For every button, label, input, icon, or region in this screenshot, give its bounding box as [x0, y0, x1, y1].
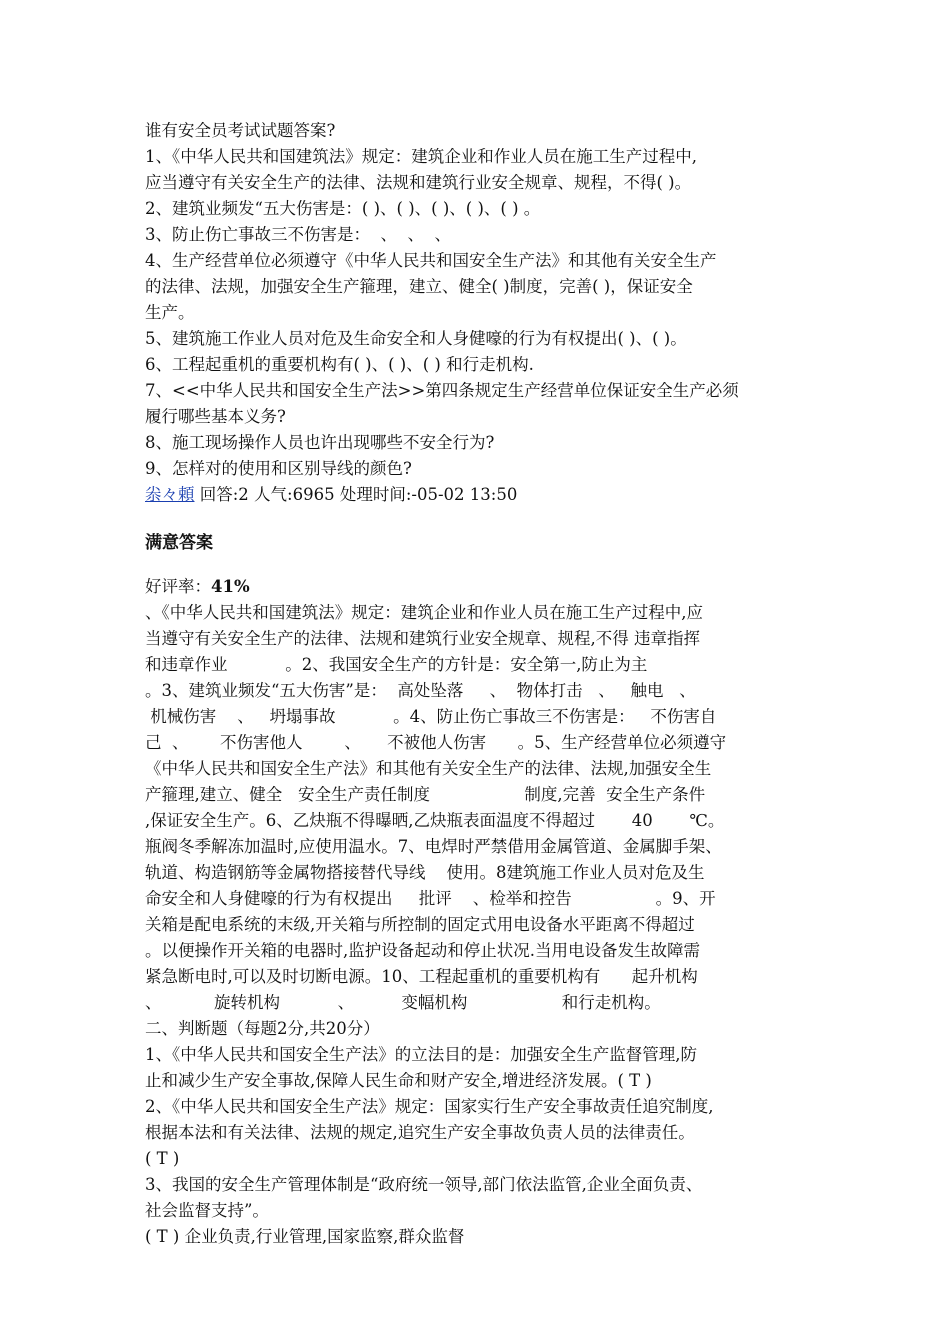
text-line: 。以便操作开关箱的电器时,监护设备起动和停止状况.当用电设备发生故障需	[145, 941, 700, 960]
text-line: ,保证安全生产。6、乙炔瓶不得曝晒,乙炔瓶表面温度不得超过 40 ℃。	[145, 811, 725, 830]
text-line: 3、我国的安全生产管理体制是“政府统一领导,部门依法监管,企业全面负责、	[145, 1175, 703, 1194]
rating-value: 41%	[211, 577, 250, 596]
text-line: 1、《中华人民共和国安全生产法》的立法目的是：加强安全生产监督管理,防	[145, 1045, 697, 1064]
text-line: 3、防止伤亡事故三不伤害是： 、 、 、	[145, 225, 451, 244]
text-line: 8、施工现场操作人员也许出现哪些不安全行为?	[145, 433, 495, 452]
spacer	[145, 556, 815, 574]
text-line: 应当遵守有关安全生产的法律、法规和建筑行业安全规章、规程，不得( )。	[145, 173, 692, 192]
text-line: 《中华人民共和国安全生产法》和其他有关安全生产的法律、法规,加强安全生	[145, 759, 712, 778]
text-line: 社会监督支持”。	[145, 1201, 269, 1220]
text-line: ( T )	[145, 1149, 180, 1168]
text-line: 5、建筑施工作业人员对危及生命安全和人身健嚎的行为有权提出( )、( )。	[145, 329, 687, 348]
text-line: 止和减少生产安全事故,保障人民生命和财产安全,增进经济发展。( T )	[145, 1071, 652, 1090]
text-line: 二、判断题（每题2分,共20分）	[145, 1019, 380, 1038]
user-link[interactable]: 尜々頼	[145, 485, 195, 504]
text-line: 己 、 不伤害他人 、 不被他人伤害 。5、生产经营单位必须遵守	[145, 733, 727, 752]
text-line: 产箍理,建立、健全 安全生产责任制度 制度,完善 安全生产条件	[145, 785, 706, 804]
answer-body	[145, 600, 815, 1250]
text-line: 轨道、构造钢筋等金属物搭接替代导线 使用。8建筑施工作业人员对危及生	[145, 863, 705, 882]
text-line: 履行哪些基本义务?	[145, 407, 286, 426]
text-line: 当遵守有关安全生产的法律、法规和建筑行业安全规章、规程,不得 违章指挥	[145, 629, 700, 648]
text-line: 9、怎样对的使用和区别导线的颜色?	[145, 459, 412, 478]
text-line: 关箱是配电系统的末级,开关箱与所控制的固定式用电设备水平距离不得超过	[145, 915, 695, 934]
text-line: 7、<<中华人民共和国安全生产法>>第四条规定生产经营单位保证安全生产必须	[145, 381, 739, 400]
text-line: 瓶阀冬季解冻加温时,应使用温水。7、电焊时严禁借用金属管道、金属脚手架、	[145, 837, 722, 856]
text-line: 生产。	[145, 303, 195, 322]
text-line: 紧急断电时,可以及时切断电源。10、工程起重机的重要机构有 起升机构	[145, 967, 698, 986]
text-line: 、 旋转机构 、 变幅机构 和行走机构。	[145, 993, 661, 1012]
question-meta	[145, 482, 815, 508]
question-body	[145, 144, 815, 482]
text-line: 、《中华人民共和国建筑法》规定：建筑企业和作业人员在施工生产过程中,应	[145, 603, 703, 622]
text-line: 根据本法和有关法律、法规的规定,追究生产安全事故负责人员的法律责任。	[145, 1123, 695, 1142]
document-page	[145, 118, 815, 1250]
text-line: 6、工程起重机的重要机构有( )、( )、( ) 和行走机构.	[145, 355, 534, 374]
text-line: 机械伤害 、 坍塌事故 。4、防止伤亡事故三不伤害是： 不伤害自	[145, 707, 717, 726]
rating-label: 好评率：	[145, 577, 211, 596]
rating-line	[145, 574, 815, 600]
text-line: 1、《中华人民共和国建筑法》规定：建筑企业和作业人员在施工生产过程中,	[145, 147, 697, 166]
question-title: 谁有安全员考试试题答案?	[145, 121, 336, 140]
text-line: 和违章作业 。2、我国安全生产的方针是：安全第一,防止为主	[145, 655, 648, 674]
text-line: 4、生产经营单位必须遵守《中华人民共和国安全生产法》和其他有关安全生产	[145, 251, 717, 270]
text-line: 的法律、法规，加强安全生产箍理，建立、健全( )制度，完善( )，保证安全	[145, 277, 693, 296]
text-line: ( T ) 企业负责,行业管理,国家监察,群众监督	[145, 1227, 465, 1246]
text-line: 命安全和人身健嚎的行为有权提出 批评 、检举和控告 。9、开	[145, 889, 716, 908]
meta-info: 回答:2 人气:6965 处理时间:-05-02 13:50	[194, 485, 518, 504]
text-line: 2、《中华人民共和国安全生产法》规定：国家实行生产安全事故责任追究制度,	[145, 1097, 714, 1116]
answer-heading: 满意答案	[145, 533, 213, 553]
text-line: 2、建筑业频发“五大伤害是：( )、( )、( )、( )、( ) 。	[145, 199, 541, 218]
text-line: 。3、建筑业频发“五大伤害”是： 高处坠落 、 物体打击 、 触电 、	[145, 681, 696, 700]
